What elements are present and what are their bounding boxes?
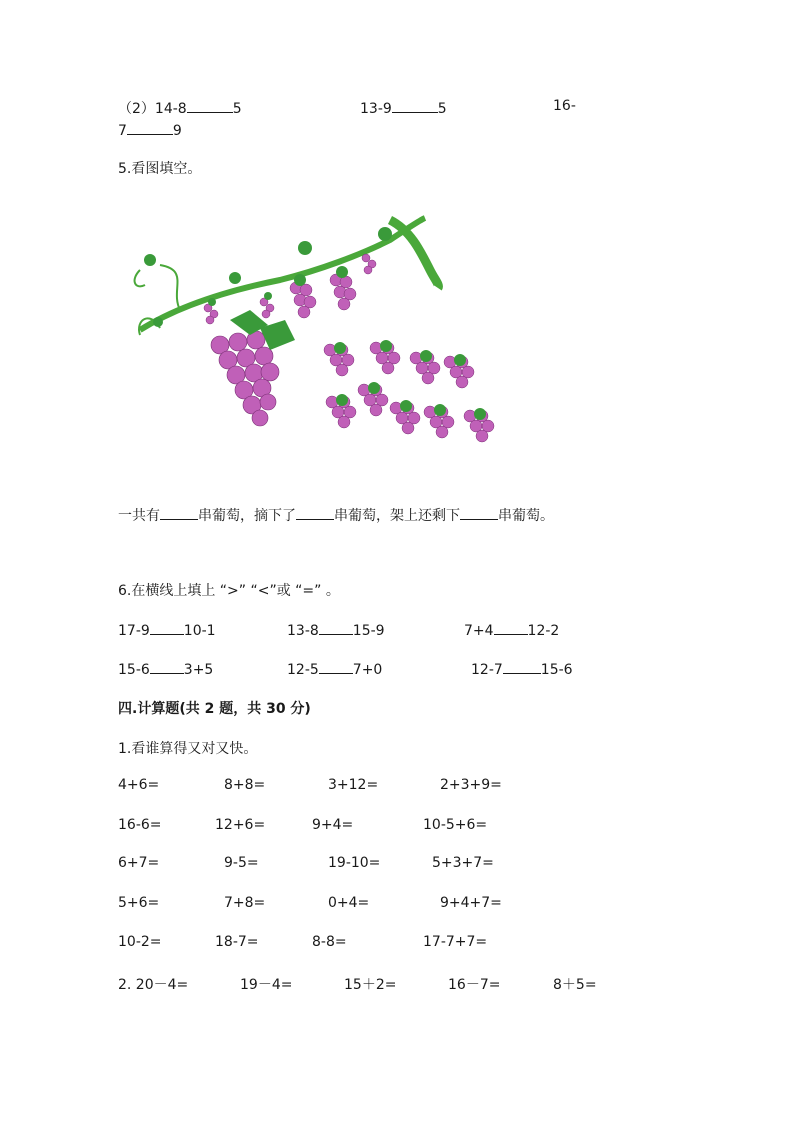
question-5-sentence: 一共有 串葡萄，摘下了 串葡萄，架上还剩下 串葡萄。 [118, 505, 554, 525]
compare-item-cont: 7 9 [118, 120, 182, 139]
compare-item: 13-9 5 [360, 98, 447, 117]
calc-item: 10-5+6= [423, 817, 488, 833]
calc-item: 9+4+7= [440, 895, 502, 911]
calc-item: 15＋2= [344, 977, 397, 993]
answer-blank[interactable] [296, 505, 334, 520]
section-4-heading: 四.计算题(共 2 题，共 30 分) [118, 701, 311, 717]
answer-blank[interactable] [319, 659, 353, 674]
calc-question-1-title: 1.看谁算得又对又快。 [118, 741, 258, 757]
answer-blank[interactable] [319, 620, 353, 635]
answer-blank[interactable] [392, 98, 438, 113]
calc-item: 6+7= [118, 855, 160, 871]
calc-item: 9-5= [224, 855, 259, 871]
answer-blank[interactable] [503, 659, 541, 674]
answer-blank[interactable] [150, 659, 184, 674]
calc-item: 5+3+7= [432, 855, 494, 871]
answer-blank[interactable] [127, 120, 173, 135]
calc-item: 16-6= [118, 817, 162, 833]
compare-item: 15-6 3+5 [118, 659, 213, 678]
compare-item: 12-7 15-6 [471, 659, 573, 678]
calc-item: 3+12= [328, 777, 379, 793]
calc-item: 8＋5= [553, 977, 597, 993]
calc-item: 4+6= [118, 777, 160, 793]
calc-item: 9+4= [312, 817, 354, 833]
answer-blank[interactable] [494, 620, 528, 635]
calc-item: 8+8= [224, 777, 266, 793]
question-5-title: 5.看图填空。 [118, 161, 202, 177]
calc-item: 18-7= [215, 934, 259, 950]
question-6-title: 6.在横线上填上 “>” “<”或 “=” 。 [118, 583, 340, 599]
calc-item: 19－4= [240, 977, 293, 993]
answer-blank[interactable] [150, 620, 184, 635]
calc-item: 5+6= [118, 895, 160, 911]
calc-item: 19-10= [328, 855, 381, 871]
compare-row-2: （2）14-8 5 [118, 98, 242, 118]
grape-vine-illustration [120, 210, 508, 462]
compare-item-part: 16- [553, 98, 576, 114]
answer-blank[interactable] [160, 505, 198, 520]
calc-item: 16－7= [448, 977, 501, 993]
calc-item: 7+8= [224, 895, 266, 911]
compare-item: 17-9 10-1 [118, 620, 216, 639]
answer-blank[interactable] [187, 98, 233, 113]
compare-item: 12-5 7+0 [287, 659, 382, 678]
answer-blank[interactable] [460, 505, 498, 520]
calc-item: 2+3+9= [440, 777, 502, 793]
calc-item: 17-7+7= [423, 934, 488, 950]
calc-item: 2. 20－4= [118, 977, 189, 993]
compare-item: 13-8 15-9 [287, 620, 385, 639]
calc-item: 8-8= [312, 934, 347, 950]
compare-item: 7+4 12-2 [464, 620, 559, 639]
calc-item: 0+4= [328, 895, 370, 911]
calc-item: 12+6= [215, 817, 266, 833]
calc-item: 10-2= [118, 934, 162, 950]
